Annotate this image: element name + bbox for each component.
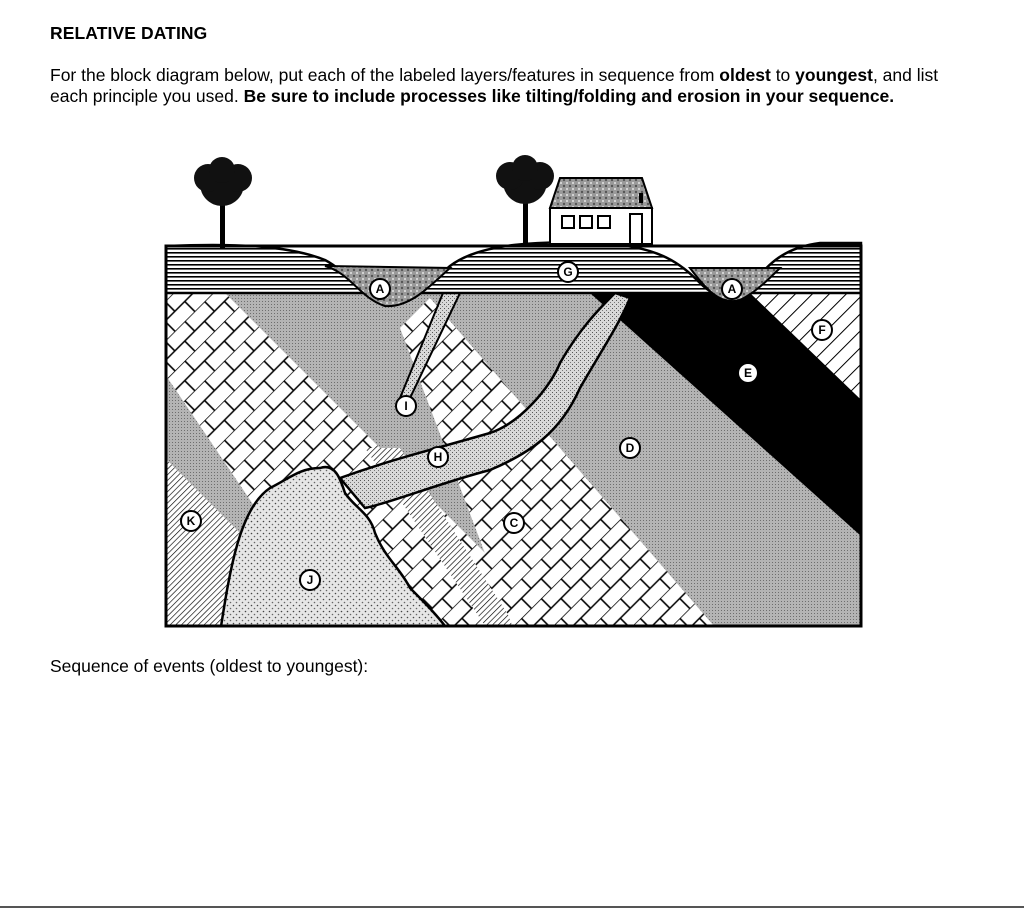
house-icon — [550, 178, 652, 244]
svg-text:H: H — [433, 450, 443, 464]
svg-text:G: G — [563, 265, 573, 279]
svg-text:F: F — [818, 323, 826, 337]
block-diagram — [160, 148, 870, 633]
instructions-text-3: , and list each principle you used. — [50, 65, 939, 106]
instructions-youngest: youngest — [795, 65, 873, 85]
label-d — [620, 438, 640, 458]
label-h — [428, 447, 448, 467]
label-f — [812, 320, 832, 340]
label-a-left — [370, 279, 390, 299]
sequence-label: Sequence of events (oldest to youngest): — [50, 656, 369, 676]
svg-text:A: A — [727, 282, 737, 296]
svg-text:C: C — [509, 516, 519, 530]
svg-text:A: A — [375, 282, 385, 296]
label-i — [396, 396, 416, 416]
instructions-emphasis: Be sure to include processes like tilting/folding and erosion in your sequence. — [243, 86, 895, 106]
svg-text:J: J — [306, 573, 314, 587]
label-c — [504, 513, 524, 533]
tree-left-icon — [194, 157, 252, 248]
label-e — [738, 363, 758, 383]
instructions-oldest: oldest — [719, 65, 771, 85]
svg-text:I: I — [404, 399, 408, 413]
label-j — [300, 570, 320, 590]
instructions-text-2: to — [770, 65, 796, 85]
instructions-text-1: For the block diagram below, put each of the labeled layers/features in sequence from — [50, 65, 720, 85]
tree-middle-icon — [496, 155, 554, 245]
svg-text:D: D — [625, 441, 635, 455]
svg-text:E: E — [743, 366, 753, 380]
label-k — [181, 511, 201, 531]
svg-text:K: K — [186, 514, 196, 528]
page-bottom-divider — [0, 906, 1024, 908]
tilted-layers — [160, 278, 870, 633]
label-a-right — [722, 279, 742, 299]
page-title: RELATIVE DATING — [50, 23, 208, 43]
instructions-paragraph — [50, 65, 980, 107]
label-g — [558, 262, 578, 282]
